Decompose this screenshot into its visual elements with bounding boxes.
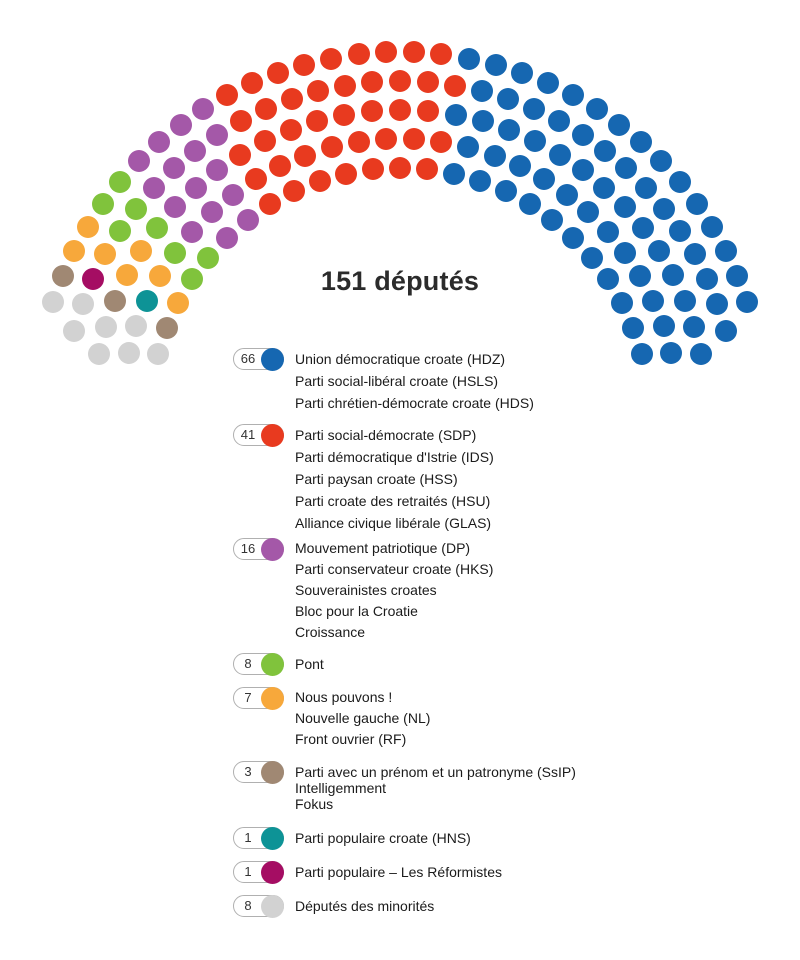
party-name: Parti paysan croate (HSS) [295,471,458,487]
seat-count-badge [233,761,284,783]
party-name: Mouvement patriotique (DP) [295,540,471,556]
seat-count: 1 [244,830,252,845]
seat-count-badge [233,827,284,849]
party-color-swatch [261,687,284,710]
legend-entry [233,895,434,917]
party-name: Souverainistes croates [295,582,437,598]
seat-count: 8 [244,656,252,671]
legend-entry [233,424,494,534]
party-color-swatch [261,761,284,784]
party-color-swatch [261,653,284,676]
legend-entry [233,827,471,849]
party-name: Parti croate des retraités (HSU) [295,493,491,509]
party-names [295,764,576,812]
party-names [295,861,502,883]
party-name: Parti chrétien-démocrate croate (HDS) [295,395,534,411]
party-color-swatch [261,424,284,447]
party-name: Parti avec un prénom et un patronyme (SsIP) [295,764,576,780]
party-name: Intelligemment [295,780,387,796]
party-name: Parti populaire – Les Réformistes [295,864,502,880]
party-color-swatch [261,827,284,850]
party-name: Nous pouvons ! [295,689,393,705]
chart-title: 151 députés [320,266,480,296]
legend-entry [233,861,502,883]
legend-entry [233,348,534,414]
seat-count: 41 [240,427,256,442]
party-names [295,538,493,643]
seat-count: 3 [244,764,252,779]
party-names [295,653,324,675]
party-name: Nouvelle gauche (NL) [295,710,431,726]
party-name: Parti démocratique d'Istrie (IDS) [295,449,494,465]
party-names [295,895,434,917]
party-name: Parti conservateur croate (HKS) [295,561,494,577]
seat-count: 7 [244,689,252,705]
seat-count: 8 [244,898,252,913]
seat-count-badge [233,895,284,917]
party-name: Parti populaire croate (HNS) [295,830,471,846]
party-name: Parti social-libéral croate (HSLS) [295,373,499,389]
party-name: Parti social-démocrate (SDP) [295,427,477,443]
party-name: Alliance civique libérale (GLAS) [295,515,492,531]
seat-count-badge [233,653,284,675]
legend-entry [233,764,576,812]
legend-entry [233,653,324,675]
party-color-swatch [261,895,284,918]
party-names [295,424,494,534]
seat-count-badge [233,861,284,883]
party-name: Députés des minorités [295,898,435,914]
party-names [295,827,471,849]
party-names [295,348,534,414]
party-name: Front ouvrier (RF) [295,731,407,747]
legend-entry [233,538,493,643]
party-name: Croissance [295,624,366,640]
seat-count-badge [233,348,284,370]
seat-count-badge [233,538,284,560]
legend-entry [233,687,430,750]
seat-count-badge [233,687,284,709]
seat-count: 16 [240,540,256,556]
party-name: Pont [295,656,324,672]
party-color-swatch [261,348,284,371]
party-color-swatch [261,861,284,884]
party-names [295,687,430,750]
party-color-swatch [261,538,284,561]
party-name: Union démocratique croate (HDZ) [295,351,506,367]
seat-count: 66 [240,351,256,366]
party-name: Bloc pour la Croatie [295,603,418,619]
party-name: Fokus [295,796,334,812]
seat-count-badge [233,424,284,446]
seat-count: 1 [244,864,252,879]
